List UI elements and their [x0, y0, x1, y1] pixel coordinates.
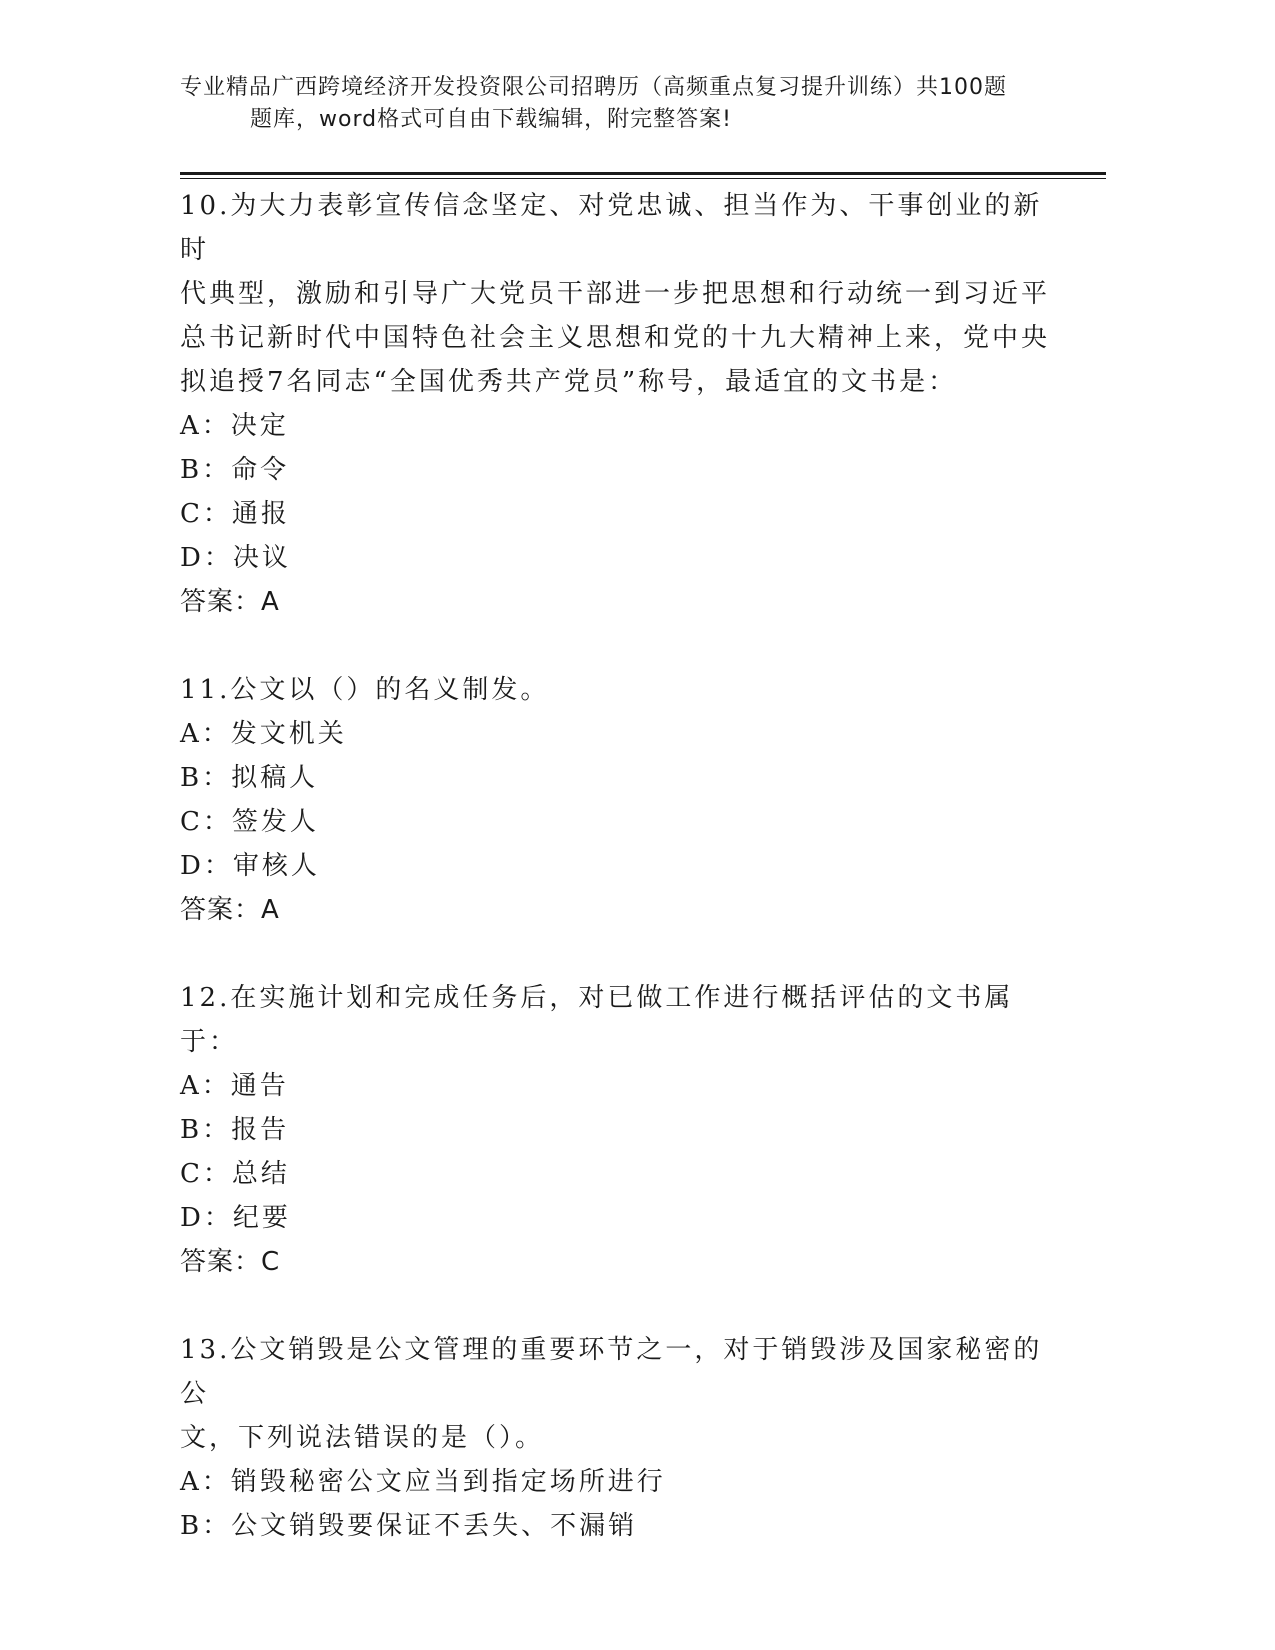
question-list: [180, 184, 1060, 1548]
answer-line: 答案：A: [180, 587, 280, 617]
option-a: A：决定: [180, 411, 289, 441]
option-a: A：发文机关: [180, 719, 347, 749]
option-c: C：总结: [180, 1159, 290, 1189]
option-a: A：销毁秘密公文应当到指定场所进行: [180, 1467, 666, 1497]
header-title-line-1: 专业精品广西跨境经济开发投资限公司招聘历（高频重点复习提升训练）共100题: [180, 75, 1007, 100]
option-b: B：报告: [180, 1115, 290, 1145]
question-stem-line: 代典型，激励和引导广大党员干部进一步把思想和行动统一到习近平: [180, 279, 1051, 309]
option-b: B：拟稿人: [180, 763, 319, 793]
question-11: [180, 668, 1060, 932]
option-c: C：通报: [180, 499, 290, 529]
header-title-line-2: 题库，word格式可自由下载编辑，附完整答案!: [250, 107, 732, 132]
question-stem-line: 13.公文销毁是公文管理的重要环节之一，对于销毁涉及国家秘密的公: [180, 1335, 1043, 1409]
question-stem-line: 总书记新时代中国特色社会主义思想和党的十九大精神上来，党中央: [180, 323, 1051, 353]
question-stem-line: 11.公文以（）的名义制发。: [180, 675, 550, 705]
answer-line: 答案：A: [180, 895, 280, 925]
document-header: [180, 72, 1080, 136]
option-b: B：公文销毁要保证不丢失、不漏销: [180, 1511, 638, 1541]
header-divider-thick: [180, 172, 1106, 175]
answer-line: 答案：C: [180, 1247, 281, 1277]
question-stem-line: 拟追授7名同志“全国优秀共产党员”称号，最适宜的文书是：: [180, 367, 958, 397]
question-stem-line: 10.为大力表彰宣传信念坚定、对党忠诚、担当作为、干事创业的新时: [180, 191, 1043, 265]
option-b: B：命令: [180, 455, 290, 485]
option-d: D：决议: [180, 543, 291, 573]
question-stem-line: 12.在实施计划和完成任务后，对已做工作进行概括评估的文书属于：: [180, 983, 1014, 1057]
option-d: D：审核人: [180, 851, 320, 881]
header-divider-thin: [180, 178, 1106, 179]
question-13: [180, 1328, 1060, 1548]
option-a: A：通告: [180, 1071, 289, 1101]
question-12: [180, 976, 1060, 1284]
question-stem-line: 文，下列说法错误的是（）。: [180, 1423, 545, 1453]
option-d: D：纪要: [180, 1203, 291, 1233]
option-c: C：签发人: [180, 807, 319, 837]
question-10: [180, 184, 1060, 624]
